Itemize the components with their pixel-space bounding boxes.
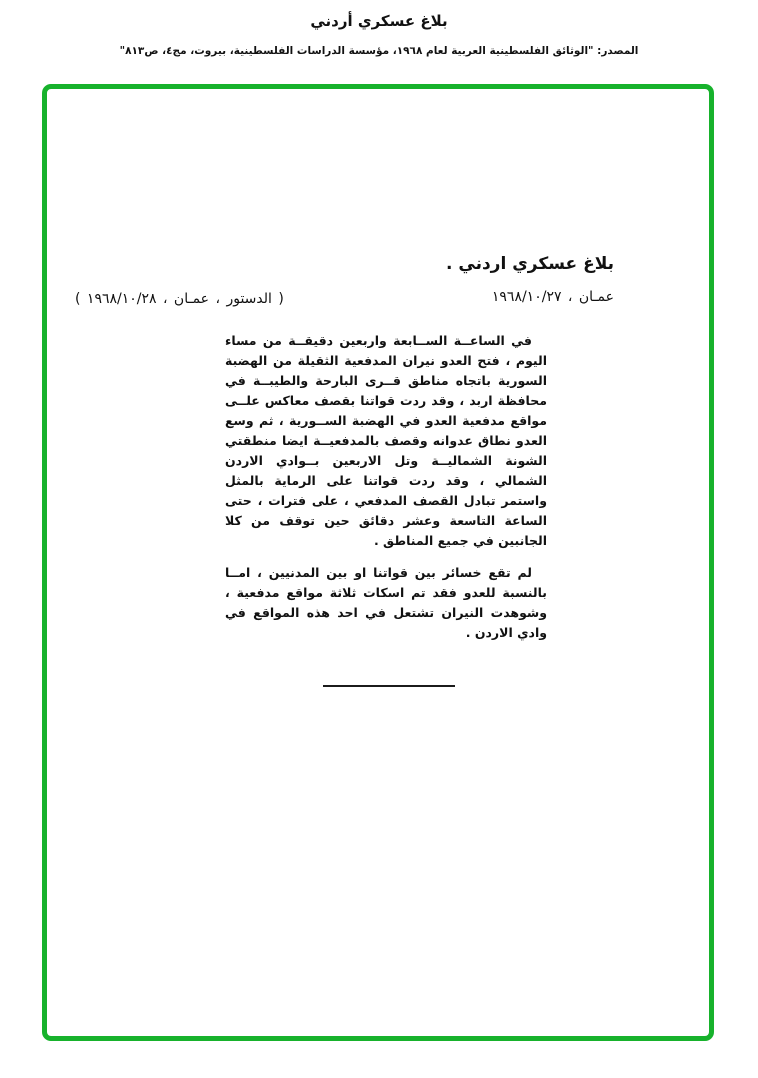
communique-body bbox=[225, 331, 547, 643]
source-citation: المصدر: "الوثائق الفلسطينية العربية لعام ١٩٦٨، مؤسسة الدراسات الفلسطينية، بيروت، مج٤، ص٨١٣" bbox=[119, 45, 639, 57]
dateline-newspaper: ( الدستور ، عمـان ، ١٩٦٨/١٠/٢٨ ) bbox=[75, 291, 284, 307]
page-title: بلاغ عسكري أردني bbox=[310, 12, 448, 30]
communique-title: بلاغ عسكري اردني . bbox=[446, 254, 614, 274]
end-of-document-divider bbox=[323, 685, 455, 687]
dateline-amman: عمـان ، ١٩٦٨/١٠/٢٧ bbox=[491, 289, 614, 305]
body-paragraph-1: في الساعــة الســابعة واربعين دقيقــة من مساء اليوم ، فتح العدو نيران المدفعية الثقيلة من الهضبة السورية باتجاه مناطق قــرى البارحة والطيبــة في محافظة اربد ، وقد ردت قواتنا بقصف معاكس علــى مواقع مدفعية العدو في الهضبة الســورية ، ثم وسع العدو نطاق عدوانه وقصف بالمدفعيــة ايضا منطقتي الشونة الشماليــة وتل الاربعين بــوادي الاردن الشمالي ، وقد ردت قواتنا على الرماية بالمثل واستمر تبادل القصف المدفعي ، على فترات ، حتى الساعة التاسعة وعشر دقائق حين توقف من كلا الجانبين في جميع المناطق . bbox=[225, 333, 547, 548]
document-frame bbox=[42, 84, 714, 1041]
body-paragraph-2: لم تقع خسائر بين قواتنا او بين المدنيين ، امــا بالنسبة للعدو فقد تم اسكات ثلاثة مواقع مدفعية ، وشوهدت النيران تشتعل في احد هذه المواقع في وادي الاردن . bbox=[225, 565, 547, 640]
document-frame-inner bbox=[47, 89, 709, 1036]
